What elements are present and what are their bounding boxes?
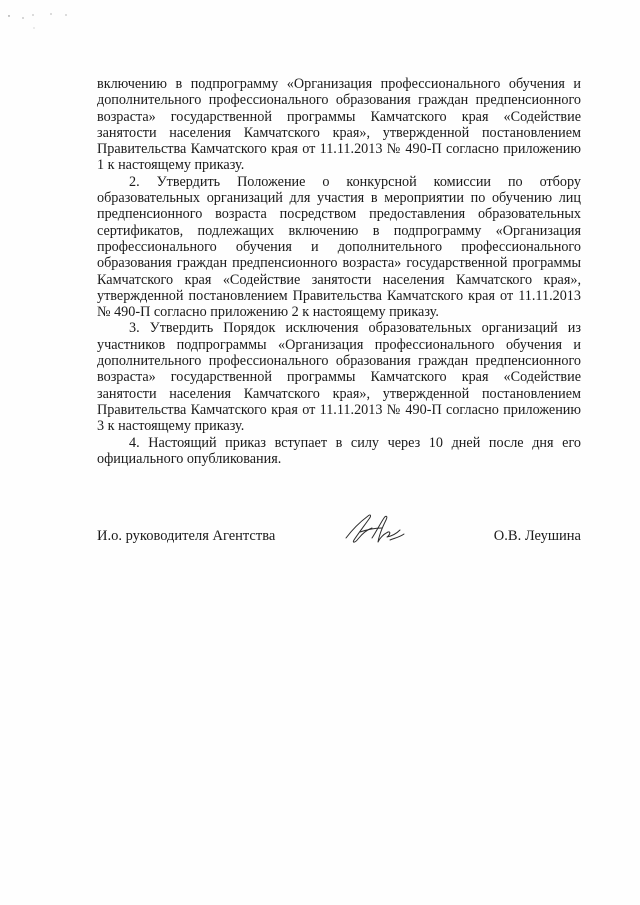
signature-block: [97, 510, 581, 550]
paragraph-item-4: 4. Настоящий приказ вступает в силу через 10 дней после дня его официального опубликования.: [97, 434, 581, 467]
paragraph-intro-continuation: включению в подпрограмму «Организация профессионального обучения и дополнительного профессионального образования граждан предпенсионного возраста» государственной программы Камчатского края «Содействие занятости населения Камчатского края», утвержденной постановлением Правительства Камчатского края от 11.11.2013 № 490-П согласно приложению 1 к настоящему приказу.: [97, 76, 581, 174]
scan-specks: [6, 10, 76, 40]
signatory-name: О.В. Леушина: [493, 528, 581, 544]
signatory-role: И.о. руководителя Агентства: [97, 528, 276, 544]
paragraph-item-2: 2. Утвердить Положение о конкурсной комиссии по отбору образовательных организаций для участия в мероприятии по обучению лиц предпенсионного возраста посредством предоставления образовательных сертификатов, подлежащих включению в подпрограмму «Организация профессионального обучения и дополнительного профессионального образования граждан предпенсионного возраста» государственной программы Камчатского края «Содействие занятости населения Камчатского края», утвержденной постановлением Правительства Камчатского края от 11.11.2013 № 490-П согласно приложению 2 к настоящему приказу.: [97, 173, 581, 321]
signature-icon: [342, 510, 408, 548]
paragraph-item-3: 3. Утвердить Порядок исключения образовательных организаций из участников подпрограммы «Организация профессионального обучения и дополнительного профессионального образования граждан предпенсионного возраста» государственной программы Камчатского края «Содействие занятости населения Камчатского края», утвержденной постановлением Правительства Камчатского края от 11.11.2013 № 490-П согласно приложению 3 к настоящему приказу.: [97, 320, 581, 435]
document-body: [97, 76, 581, 467]
